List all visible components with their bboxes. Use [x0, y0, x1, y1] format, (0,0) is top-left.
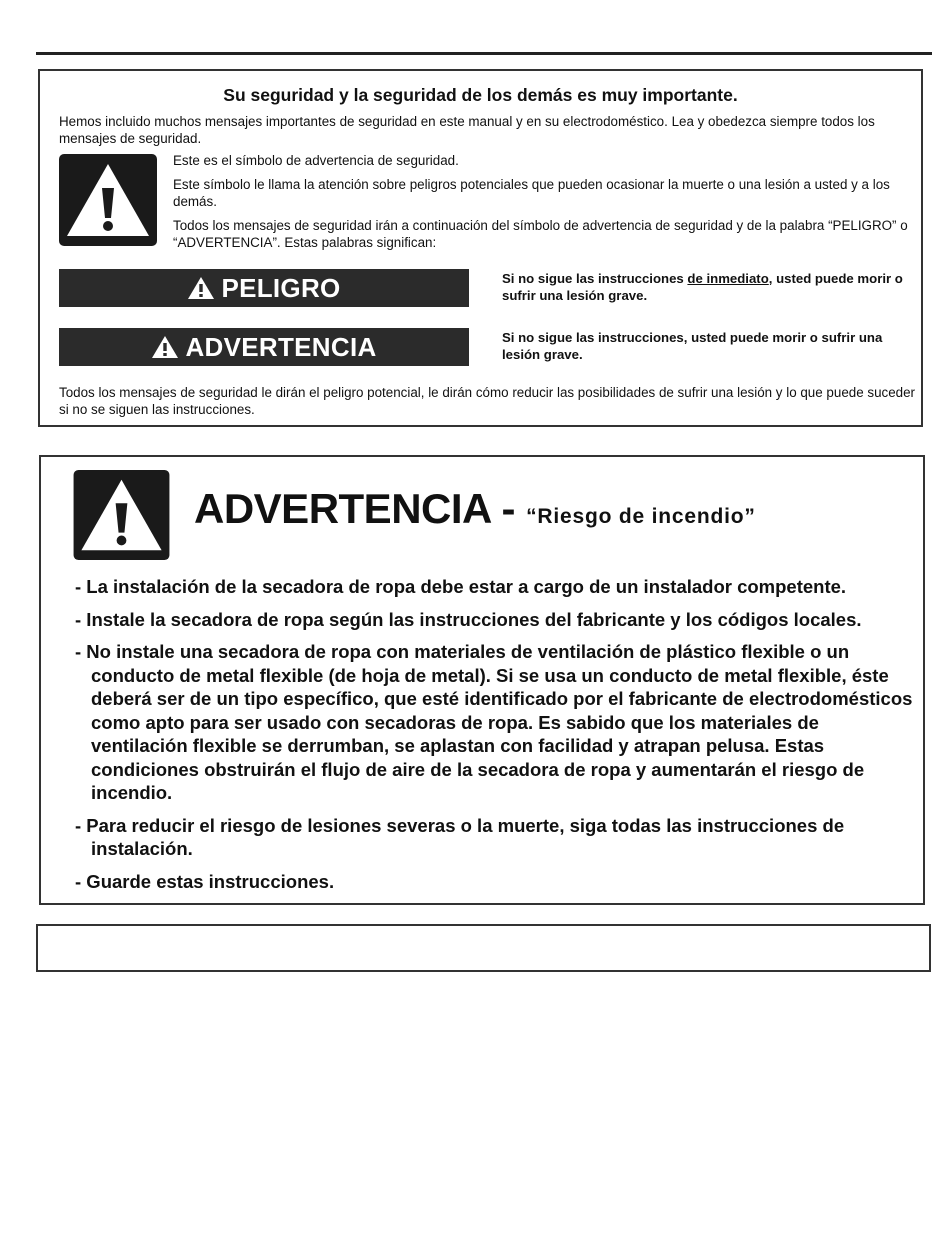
symbol-line: Este símbolo le llama la atención sobre peligros potenciales que pueden ocasionar la muerte o una lesión a usted y a los demás. — [173, 177, 890, 209]
top-divider — [36, 52, 932, 55]
fire-warning-box — [39, 455, 925, 905]
heading-separator: - — [490, 485, 527, 532]
warning-triangle-icon — [187, 276, 215, 300]
safety-message-box — [38, 69, 923, 427]
fire-warning-title: ADVERTENCIA — [194, 485, 491, 532]
peligro-desc-text: , usted puede morir o sufrir una lesión grave. — [502, 271, 903, 303]
list-item: - Para reducir el riesgo de lesiones severas o la muerte, siga todas las instrucciones de instalación. — [75, 814, 845, 859]
advertencia-label: ADVERTENCIA — [185, 331, 377, 362]
list-item: - No instale una secadora de ropa con materiales de ventilación de plástico flexible o un conducto de metal flexible (de hoja de metal). Si se usa un conducto de metal flexible, éste deberá ser de un tipo específico, que esté identificado por el fabricante de electrodomésticos como apto para ser usado con secadoras de ropa. Es sabido que los materiales de ventilación flexible se derrumban, se aplastan con facilidad y atrapan pelusa. Estas condiciones obstruirán el flujo de aire de la secadora de ropa y aumentarán el riesgo de incendio. — [75, 641, 913, 803]
empty-frame — [36, 924, 931, 972]
peligro-signal-bar — [59, 269, 469, 307]
warning-triangle-icon — [73, 470, 170, 560]
peligro-desc-emphasis: de inmediato — [687, 271, 769, 286]
peligro-description — [502, 270, 912, 304]
safety-title: Su seguridad y la seguridad de los demás es muy importante. — [223, 85, 738, 105]
advertencia-description: Si no sigue las instrucciones, usted puede morir o sufrir una lesión grave. — [502, 330, 883, 362]
safety-intro: Hemos incluido muchos mensajes importantes de seguridad en este manual y en su electrodoméstico. Lea y obedezca siempre todos los mensajes de seguridad. — [59, 114, 875, 146]
symbol-line: Todos los mensajes de seguridad irán a continuación del símbolo de advertencia de seguridad y de la palabra “PELIGRO” o “ADVERTENCIA”. Estas palabras significan: — [173, 218, 908, 250]
peligro-label: PELIGRO — [221, 272, 341, 303]
fire-warning-subtitle: “Riesgo de incendio” — [526, 505, 756, 528]
warning-triangle-icon — [151, 335, 179, 359]
list-item: - Instale la secadora de ropa según las instrucciones del fabricante y los códigos locales. — [75, 608, 862, 630]
symbol-line: Este es el símbolo de advertencia de seguridad. — [173, 153, 459, 168]
advertencia-signal-bar — [59, 328, 469, 366]
peligro-desc-text: Si no sigue las instrucciones — [502, 271, 688, 286]
list-item: - Guarde estas instrucciones. — [75, 870, 335, 892]
fire-warning-list — [75, 575, 920, 902]
safety-closing: Todos los mensajes de seguridad le dirán el peligro potencial, le dirán cómo reducir las posibilidades de sufrir una lesión y lo que puede suceder si no se siguen las instrucciones. — [59, 385, 916, 417]
warning-triangle-icon — [59, 154, 157, 246]
list-item: - La instalación de la secadora de ropa debe estar a cargo de un instalador competente. — [75, 576, 847, 597]
fire-warning-heading — [194, 485, 756, 533]
symbol-explanation — [173, 152, 913, 258]
